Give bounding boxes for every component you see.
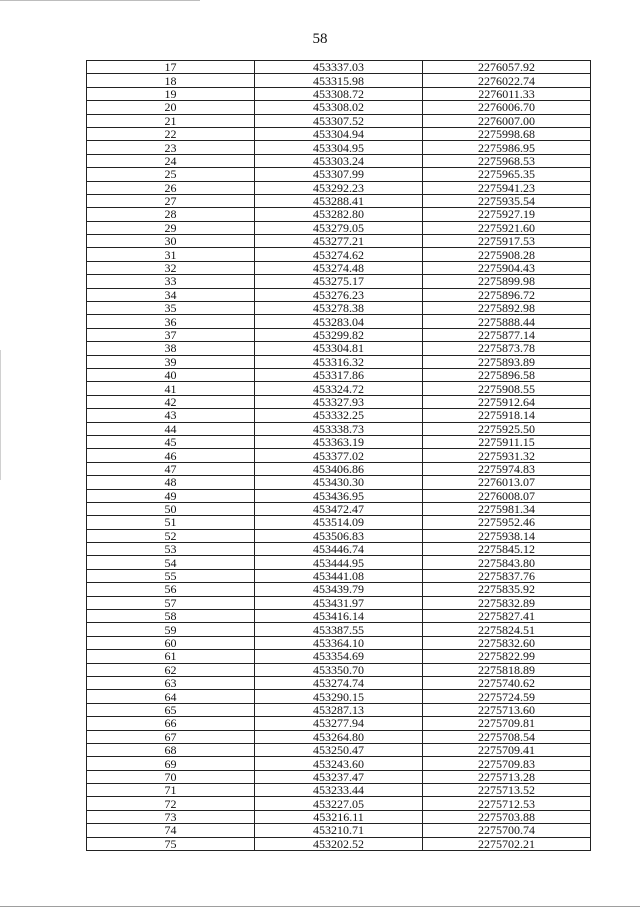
x-coordinate-cell: 453315.98	[255, 74, 423, 87]
y-coordinate-cell: 2275740.62	[423, 676, 591, 689]
y-coordinate-cell: 2276007.00	[423, 114, 591, 127]
y-coordinate-cell: 2275700.74	[423, 824, 591, 837]
table-row	[87, 248, 591, 261]
x-coordinate-cell: 453337.03	[255, 61, 423, 74]
x-coordinate-cell: 453472.47	[255, 502, 423, 515]
table-row	[87, 810, 591, 823]
x-coordinate-cell: 453304.95	[255, 141, 423, 154]
x-coordinate-cell: 453304.94	[255, 127, 423, 140]
table-row	[87, 610, 591, 623]
y-coordinate-cell: 2275892.98	[423, 302, 591, 315]
y-coordinate-cell: 2275827.41	[423, 610, 591, 623]
y-coordinate-cell: 2275935.54	[423, 194, 591, 207]
scan-top-edge-line	[0, 0, 200, 1]
point-number-cell: 38	[87, 342, 255, 355]
x-coordinate-cell: 453430.30	[255, 476, 423, 489]
y-coordinate-cell: 2276022.74	[423, 74, 591, 87]
point-number-cell: 75	[87, 837, 255, 850]
table-row	[87, 516, 591, 529]
x-coordinate-cell: 453350.70	[255, 663, 423, 676]
point-number-cell: 35	[87, 302, 255, 315]
x-coordinate-cell: 453364.10	[255, 636, 423, 649]
table-row	[87, 261, 591, 274]
table-row	[87, 636, 591, 649]
point-number-cell: 59	[87, 623, 255, 636]
y-coordinate-cell: 2275843.80	[423, 556, 591, 569]
x-coordinate-cell: 453439.79	[255, 583, 423, 596]
x-coordinate-cell: 453406.86	[255, 462, 423, 475]
x-coordinate-cell: 453514.09	[255, 516, 423, 529]
y-coordinate-cell: 2275968.53	[423, 154, 591, 167]
x-coordinate-cell: 453506.83	[255, 529, 423, 542]
x-coordinate-cell: 453283.04	[255, 315, 423, 328]
table-row	[87, 676, 591, 689]
table-row	[87, 623, 591, 636]
x-coordinate-cell: 453274.62	[255, 248, 423, 261]
x-coordinate-cell: 453441.08	[255, 569, 423, 582]
y-coordinate-cell: 2275702.21	[423, 837, 591, 850]
point-number-cell: 39	[87, 355, 255, 368]
point-number-cell: 18	[87, 74, 255, 87]
coordinates-table	[86, 60, 591, 851]
y-coordinate-cell: 2275893.89	[423, 355, 591, 368]
point-number-cell: 63	[87, 676, 255, 689]
y-coordinate-cell: 2275918.14	[423, 409, 591, 422]
point-number-cell: 40	[87, 368, 255, 381]
point-number-cell: 32	[87, 261, 255, 274]
y-coordinate-cell: 2276006.70	[423, 101, 591, 114]
y-coordinate-cell: 2275908.28	[423, 248, 591, 261]
table-row	[87, 583, 591, 596]
point-number-cell: 44	[87, 422, 255, 435]
point-number-cell: 69	[87, 757, 255, 770]
y-coordinate-cell: 2275713.52	[423, 784, 591, 797]
table-row	[87, 757, 591, 770]
y-coordinate-cell: 2275912.64	[423, 395, 591, 408]
table-row	[87, 395, 591, 408]
scan-left-edge-mark	[0, 350, 1, 480]
point-number-cell: 64	[87, 690, 255, 703]
y-coordinate-cell: 2275908.55	[423, 382, 591, 395]
table-row	[87, 181, 591, 194]
y-coordinate-cell: 2275888.44	[423, 315, 591, 328]
point-number-cell: 21	[87, 114, 255, 127]
y-coordinate-cell: 2275938.14	[423, 529, 591, 542]
table-row	[87, 221, 591, 234]
y-coordinate-cell: 2275709.81	[423, 717, 591, 730]
x-coordinate-cell: 453307.99	[255, 168, 423, 181]
point-number-cell: 30	[87, 235, 255, 248]
point-number-cell: 61	[87, 650, 255, 663]
point-number-cell: 54	[87, 556, 255, 569]
y-coordinate-cell: 2275709.41	[423, 743, 591, 756]
point-number-cell: 43	[87, 409, 255, 422]
table-row	[87, 275, 591, 288]
y-coordinate-cell: 2275845.12	[423, 543, 591, 556]
y-coordinate-cell: 2275917.53	[423, 235, 591, 248]
y-coordinate-cell: 2275818.89	[423, 663, 591, 676]
table-row	[87, 302, 591, 315]
y-coordinate-cell: 2275712.53	[423, 797, 591, 810]
x-coordinate-cell: 453308.72	[255, 87, 423, 100]
y-coordinate-cell: 2275941.23	[423, 181, 591, 194]
table-row	[87, 61, 591, 74]
table-row	[87, 462, 591, 475]
x-coordinate-cell: 453332.25	[255, 409, 423, 422]
point-number-cell: 60	[87, 636, 255, 649]
table-row	[87, 556, 591, 569]
table-row	[87, 690, 591, 703]
table-row	[87, 529, 591, 542]
point-number-cell: 73	[87, 810, 255, 823]
x-coordinate-cell: 453287.13	[255, 703, 423, 716]
x-coordinate-cell: 453264.80	[255, 730, 423, 743]
point-number-cell: 57	[87, 596, 255, 609]
x-coordinate-cell: 453227.05	[255, 797, 423, 810]
table-row	[87, 355, 591, 368]
x-coordinate-cell: 453274.48	[255, 261, 423, 274]
point-number-cell: 55	[87, 569, 255, 582]
table-row	[87, 368, 591, 381]
point-number-cell: 41	[87, 382, 255, 395]
y-coordinate-cell: 2275877.14	[423, 328, 591, 341]
x-coordinate-cell: 453276.23	[255, 288, 423, 301]
y-coordinate-cell: 2275824.51	[423, 623, 591, 636]
table-row	[87, 288, 591, 301]
x-coordinate-cell: 453233.44	[255, 784, 423, 797]
x-coordinate-cell: 453292.23	[255, 181, 423, 194]
x-coordinate-cell: 453307.52	[255, 114, 423, 127]
y-coordinate-cell: 2276013.07	[423, 476, 591, 489]
point-number-cell: 27	[87, 194, 255, 207]
x-coordinate-cell: 453282.80	[255, 208, 423, 221]
table-row	[87, 127, 591, 140]
point-number-cell: 24	[87, 154, 255, 167]
point-number-cell: 28	[87, 208, 255, 221]
table-row	[87, 717, 591, 730]
table-row	[87, 569, 591, 582]
x-coordinate-cell: 453444.95	[255, 556, 423, 569]
y-coordinate-cell: 2275904.43	[423, 261, 591, 274]
x-coordinate-cell: 453363.19	[255, 435, 423, 448]
y-coordinate-cell: 2276057.92	[423, 61, 591, 74]
table-row	[87, 663, 591, 676]
x-coordinate-cell: 453210.71	[255, 824, 423, 837]
table-row	[87, 650, 591, 663]
y-coordinate-cell: 2275822.99	[423, 650, 591, 663]
y-coordinate-cell: 2275709.83	[423, 757, 591, 770]
table-row	[87, 235, 591, 248]
point-number-cell: 72	[87, 797, 255, 810]
point-number-cell: 71	[87, 784, 255, 797]
y-coordinate-cell: 2275927.19	[423, 208, 591, 221]
table-row	[87, 74, 591, 87]
x-coordinate-cell: 453202.52	[255, 837, 423, 850]
point-number-cell: 48	[87, 476, 255, 489]
x-coordinate-cell: 453338.73	[255, 422, 423, 435]
y-coordinate-cell: 2275931.32	[423, 449, 591, 462]
point-number-cell: 31	[87, 248, 255, 261]
coordinates-table-body	[87, 61, 591, 851]
table-row	[87, 435, 591, 448]
x-coordinate-cell: 453377.02	[255, 449, 423, 462]
x-coordinate-cell: 453324.72	[255, 382, 423, 395]
table-row	[87, 114, 591, 127]
x-coordinate-cell: 453327.93	[255, 395, 423, 408]
y-coordinate-cell: 2275896.58	[423, 368, 591, 381]
table-row	[87, 208, 591, 221]
y-coordinate-cell: 2275998.68	[423, 127, 591, 140]
x-coordinate-cell: 453216.11	[255, 810, 423, 823]
y-coordinate-cell: 2275911.15	[423, 435, 591, 448]
table-row	[87, 154, 591, 167]
table-row	[87, 784, 591, 797]
y-coordinate-cell: 2275713.60	[423, 703, 591, 716]
y-coordinate-cell: 2275832.60	[423, 636, 591, 649]
table-row	[87, 824, 591, 837]
table-row	[87, 101, 591, 114]
x-coordinate-cell: 453275.17	[255, 275, 423, 288]
point-number-cell: 65	[87, 703, 255, 716]
table-row	[87, 168, 591, 181]
x-coordinate-cell: 453304.81	[255, 342, 423, 355]
y-coordinate-cell: 2275837.76	[423, 569, 591, 582]
point-number-cell: 50	[87, 502, 255, 515]
table-row	[87, 328, 591, 341]
y-coordinate-cell: 2275986.95	[423, 141, 591, 154]
point-number-cell: 20	[87, 101, 255, 114]
y-coordinate-cell: 2275921.60	[423, 221, 591, 234]
x-coordinate-cell: 453274.74	[255, 676, 423, 689]
point-number-cell: 42	[87, 395, 255, 408]
table-row	[87, 502, 591, 515]
table-row	[87, 141, 591, 154]
table-row	[87, 476, 591, 489]
point-number-cell: 45	[87, 435, 255, 448]
point-number-cell: 34	[87, 288, 255, 301]
y-coordinate-cell: 2275708.54	[423, 730, 591, 743]
x-coordinate-cell: 453279.05	[255, 221, 423, 234]
x-coordinate-cell: 453446.74	[255, 543, 423, 556]
point-number-cell: 49	[87, 489, 255, 502]
table-row	[87, 837, 591, 850]
y-coordinate-cell: 2275925.50	[423, 422, 591, 435]
x-coordinate-cell: 453277.21	[255, 235, 423, 248]
y-coordinate-cell: 2275873.78	[423, 342, 591, 355]
point-number-cell: 47	[87, 462, 255, 475]
table-row	[87, 422, 591, 435]
y-coordinate-cell: 2275899.98	[423, 275, 591, 288]
point-number-cell: 23	[87, 141, 255, 154]
x-coordinate-cell: 453243.60	[255, 757, 423, 770]
point-number-cell: 29	[87, 221, 255, 234]
x-coordinate-cell: 453288.41	[255, 194, 423, 207]
y-coordinate-cell: 2275835.92	[423, 583, 591, 596]
y-coordinate-cell: 2276011.33	[423, 87, 591, 100]
table-row	[87, 342, 591, 355]
x-coordinate-cell: 453431.97	[255, 596, 423, 609]
table-row	[87, 703, 591, 716]
y-coordinate-cell: 2275724.59	[423, 690, 591, 703]
x-coordinate-cell: 453250.47	[255, 743, 423, 756]
y-coordinate-cell: 2275832.89	[423, 596, 591, 609]
point-number-cell: 46	[87, 449, 255, 462]
x-coordinate-cell: 453308.02	[255, 101, 423, 114]
x-coordinate-cell: 453436.95	[255, 489, 423, 502]
y-coordinate-cell: 2275703.88	[423, 810, 591, 823]
y-coordinate-cell: 2275713.28	[423, 770, 591, 783]
x-coordinate-cell: 453416.14	[255, 610, 423, 623]
table-row	[87, 409, 591, 422]
x-coordinate-cell: 453387.55	[255, 623, 423, 636]
point-number-cell: 17	[87, 61, 255, 74]
point-number-cell: 67	[87, 730, 255, 743]
x-coordinate-cell: 453303.24	[255, 154, 423, 167]
point-number-cell: 58	[87, 610, 255, 623]
table-row	[87, 730, 591, 743]
table-row	[87, 596, 591, 609]
table-row	[87, 315, 591, 328]
y-coordinate-cell: 2275965.35	[423, 168, 591, 181]
point-number-cell: 74	[87, 824, 255, 837]
point-number-cell: 70	[87, 770, 255, 783]
x-coordinate-cell: 453278.38	[255, 302, 423, 315]
point-number-cell: 19	[87, 87, 255, 100]
point-number-cell: 36	[87, 315, 255, 328]
y-coordinate-cell: 2275981.34	[423, 502, 591, 515]
point-number-cell: 22	[87, 127, 255, 140]
table-row	[87, 543, 591, 556]
table-row	[87, 770, 591, 783]
y-coordinate-cell: 2276008.07	[423, 489, 591, 502]
x-coordinate-cell: 453290.15	[255, 690, 423, 703]
x-coordinate-cell: 453237.47	[255, 770, 423, 783]
point-number-cell: 52	[87, 529, 255, 542]
table-row	[87, 87, 591, 100]
y-coordinate-cell: 2275952.46	[423, 516, 591, 529]
x-coordinate-cell: 453299.82	[255, 328, 423, 341]
table-row	[87, 797, 591, 810]
point-number-cell: 68	[87, 743, 255, 756]
point-number-cell: 37	[87, 328, 255, 341]
table-row	[87, 489, 591, 502]
point-number-cell: 53	[87, 543, 255, 556]
point-number-cell: 51	[87, 516, 255, 529]
point-number-cell: 66	[87, 717, 255, 730]
table-row	[87, 382, 591, 395]
table-row	[87, 743, 591, 756]
y-coordinate-cell: 2275896.72	[423, 288, 591, 301]
x-coordinate-cell: 453316.32	[255, 355, 423, 368]
x-coordinate-cell: 453277.94	[255, 717, 423, 730]
point-number-cell: 33	[87, 275, 255, 288]
page-number: 58	[312, 31, 328, 47]
point-number-cell: 56	[87, 583, 255, 596]
table-row	[87, 449, 591, 462]
point-number-cell: 26	[87, 181, 255, 194]
x-coordinate-cell: 453317.86	[255, 368, 423, 381]
scan-bottom-edge-line	[0, 906, 640, 907]
table-row	[87, 194, 591, 207]
point-number-cell: 62	[87, 663, 255, 676]
point-number-cell: 25	[87, 168, 255, 181]
y-coordinate-cell: 2275974.83	[423, 462, 591, 475]
x-coordinate-cell: 453354.69	[255, 650, 423, 663]
